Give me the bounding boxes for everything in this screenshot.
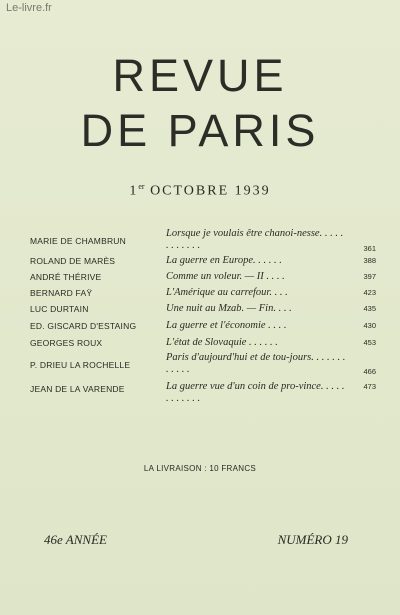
toc-author: ED. GISCARD D'ESTAING [30,321,137,331]
toc-title: L'état de Slovaquie . . . . . . [166,337,278,348]
toc-title: Paris d'aujourd'hui et de tou-jours. . . . . . . . . . . . [166,352,346,375]
issue-number: NUMÉRO 19 [277,532,348,547]
toc-page: 388 [363,256,376,265]
toc-author: BERNARD FAŸ [30,288,93,298]
toc-author: ANDRÉ THÉRIVE [30,272,102,282]
toc-page: 430 [363,321,376,330]
date-day: 1 [129,183,139,199]
toc-title: Une nuit au Mzab. — Fin. . . . [166,303,292,314]
toc-author: GEORGES ROUX [30,338,103,348]
toc-title: La guerre vue d'un coin de pro-vince. . . . . . . . . . . . [166,381,345,404]
toc-author: JEAN DE LA VARENDE [30,384,125,394]
title-line-2: DE PARIS [80,105,320,156]
toc-title: Lorsque je voulais être chanoi-nesse. . . . . . . . . . . . [166,228,344,251]
toc-author: MARIE DE CHAMBRUN [30,236,126,246]
toc-author: ROLAND DE MARÈS [30,256,116,266]
title-line-1: REVUE [112,50,288,101]
issue-date [0,182,400,200]
toc-page: 453 [363,338,376,347]
issue-price: LA LIVRAISON : 10 FRANCS [143,464,257,473]
toc-title: La guerre et l'économie . . . . [166,320,287,331]
toc-page: 466 [363,367,376,376]
toc-page: 361 [363,244,376,253]
toc-author: P. DRIEU LA ROCHELLE [30,360,131,370]
toc-page: 397 [363,272,376,281]
toc-page: 435 [363,304,376,313]
toc-title: La guerre en Europe. . . . . . [166,255,282,266]
date-rest: OCTOBRE 1939 [144,183,271,199]
toc-title: Comme un voleur. — II . . . . [166,271,285,282]
toc-title: L'Amérique au carrefour. . . . [166,287,288,298]
toc-page: 473 [363,382,376,391]
date-sup: er [138,182,145,191]
toc-author: LUC DURTAIN [30,304,89,314]
volume-year: 46e ANNÉE [44,532,107,547]
toc-page: 423 [363,288,376,297]
watermark: Le-livre.fr [6,2,52,14]
